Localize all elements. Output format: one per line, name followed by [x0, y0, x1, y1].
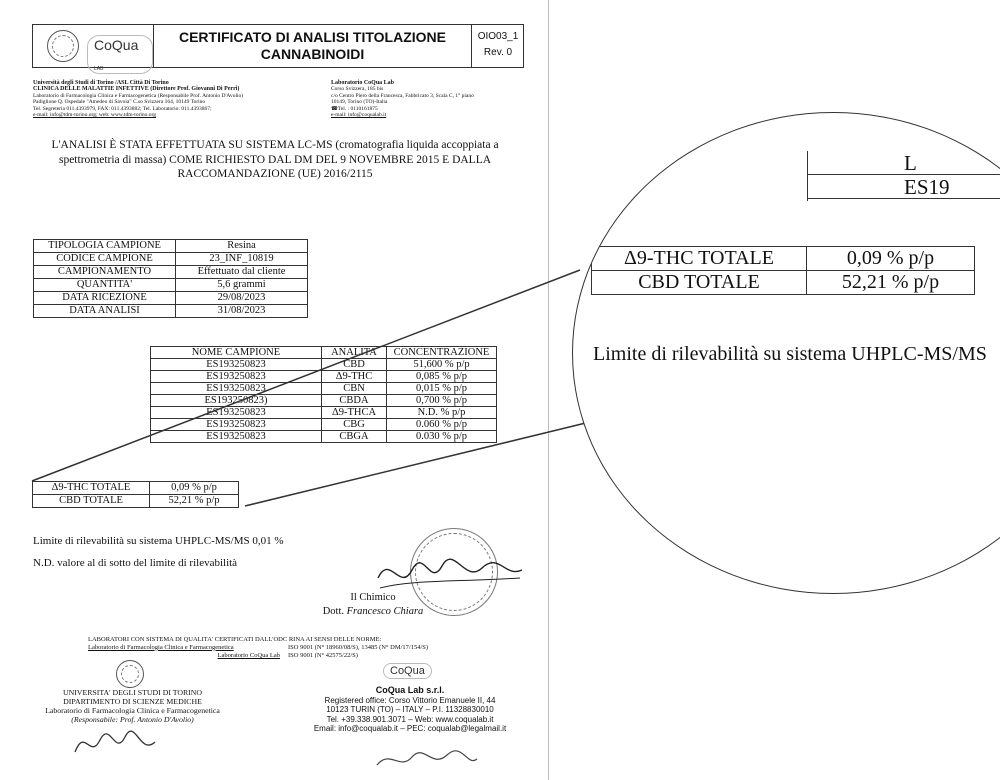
- uni-line1: UNIVERSITA' DEGLI STUDI DI TORINO: [62, 688, 203, 697]
- revision: Rev. 0: [483, 47, 513, 58]
- coqua-logo-sub: LAB: [94, 65, 104, 72]
- nd-note: N.D. valore al di sotto del limite di rilevabilità: [33, 557, 238, 569]
- cert-lab1: Laboratorio di Farmacologia Clinica e Farmacogenetica: [88, 643, 234, 651]
- cbd-total-label: CBD TOTALE: [33, 495, 150, 508]
- cert-lab2: Laboratorio CoQua Lab: [217, 651, 280, 659]
- concentration-cell: 0,015 % p/p: [387, 383, 497, 395]
- sample-info-key: CODICE CAMPIONE: [34, 253, 176, 266]
- zoom-magnifier: [572, 112, 1000, 594]
- concentration-cell: 0,085 % p/p: [387, 371, 497, 383]
- cert-iso1: ISO 9001 (N° 18960/08/S), 13485 (N° DM/17/154/S): [288, 643, 429, 651]
- address-left-line2: CLINICA DELLE MALATTIE INFETTIVE (Direttore Prof. Giovanni Di Perri): [33, 86, 240, 93]
- address-right-line6: e-mail: info@coqualab.it: [331, 112, 387, 119]
- chemist-role: Il Chimico: [350, 592, 396, 603]
- uni-line3: Laboratorio di Farmacologia Clinica e Farmacogenetica: [45, 706, 220, 715]
- sample-name-cell: ES193250823: [151, 359, 322, 371]
- address-right-line5: ☎Tel. : 0110161875: [331, 105, 378, 112]
- address-left-line6: e-mail: info@tdm-torino.org; web: www.tdm-torino.org: [33, 112, 157, 119]
- table-row: [592, 247, 975, 271]
- analyte-cell: CBN: [322, 383, 387, 395]
- zoom-partial-code: ES19: [808, 175, 1000, 199]
- zoom-cbd-label: CBD TOTALE: [592, 271, 807, 295]
- address-left-line5: Tel. Segreteria 011.4393979, FAX: 011.4393882; Tel. Laboratorio: 011.4393867;: [33, 105, 212, 112]
- sample-info-value: 29/08/2023: [176, 292, 308, 305]
- sample-name-cell: ES193250823: [151, 371, 322, 383]
- sample-info-key: QUANTITA': [34, 279, 176, 292]
- address-right-line3: c/o Centro Piero della Francesca, Fabbricato 3, Scala C, 1° piano: [331, 92, 474, 99]
- address-left-line3: Laboratorio di Farmacologia Clinica e Farmacogenetica (Responsabile Prof. Antonio D'Avolio): [33, 92, 244, 99]
- intro-line2: spettrometria di massa) COME RICHIESTO DAL DM DEL 9 NOVEMBRE 2015 E DALLA: [58, 153, 492, 166]
- concentration-cell: 0,700 % p/p: [387, 395, 497, 407]
- address-right-line4: 10149, Torino (TO)-Italia: [331, 99, 388, 106]
- sample-info-value: Effettuato dal cliente: [176, 266, 308, 279]
- intro-line3: RACCOMANDAZIONE (UE) 2016/2115: [177, 168, 373, 180]
- sample-info-value: 31/08/2023: [176, 305, 308, 318]
- concentration-cell: 0.030 % p/p: [387, 431, 497, 443]
- title-line2: CANNABINOIDI: [260, 46, 365, 62]
- coqua-line1: Registered office: Corso Vittorio Emanuele II, 44: [324, 695, 496, 705]
- zoom-totals-table: [591, 246, 975, 295]
- analyte-cell: CBDA: [322, 395, 387, 407]
- analyte-cell: Δ9-THCA: [322, 407, 387, 419]
- concentration-cell: 0.060 % p/p: [387, 419, 497, 431]
- column-header: ANALITA: [322, 347, 387, 359]
- zoom-thc-label: Δ9-THC TOTALE: [592, 247, 807, 271]
- coqua-line4: Email: info@coqualab.it – PEC: coqualab@legalmail.it: [313, 724, 507, 733]
- cert-iso2: ISO 9001 (N° 42575/22/S): [288, 651, 358, 659]
- detection-limit-note: Limite di rilevabilità su sistema UHPLC-MS/MS 0,01 %: [33, 535, 284, 547]
- uni-line2: DIPARTIMENTO DI SCIENZE MEDICHE: [63, 697, 202, 706]
- analyte-cell: CBG: [322, 419, 387, 431]
- cbd-total-value: 52,21 % p/p: [150, 495, 239, 508]
- address-right-line1: Laboratorio CoQua Lab: [331, 80, 395, 86]
- zoom-thc-value: 0,09 % p/p: [807, 247, 975, 271]
- analyte-cell: CBD: [322, 359, 387, 371]
- address-left-line1: Università degli Studi di Torino /ASL Città Di Torino: [33, 80, 169, 86]
- doc-code: OIO03_1: [477, 31, 519, 42]
- analyte-cell: Δ9-THC: [322, 371, 387, 383]
- table-row: [592, 271, 975, 295]
- coqua-logo-text: CoQua: [94, 37, 139, 53]
- concentration-cell: 51,600 % p/p: [387, 359, 497, 371]
- sample-name-cell: ES193250823: [151, 419, 322, 431]
- sample-info-key: CAMPIONAMENTO: [34, 266, 176, 279]
- sample-info-key: DATA ANALISI: [34, 305, 176, 318]
- sample-name-cell: ES193250823: [151, 383, 322, 395]
- address-left-line4: Padiglione Q. Ospedale "Amedeo di Savoia" C.so Svizzera 164, 10149 Torino: [33, 99, 206, 106]
- zoom-cbd-value: 52,21 % p/p: [807, 271, 975, 295]
- coqua-company-name: CoQua Lab s.r.l.: [375, 685, 445, 695]
- zoom-content: [572, 112, 1000, 594]
- column-header: CONCENTRAZIONE: [387, 347, 497, 359]
- sample-info-value: Resina: [176, 240, 308, 253]
- sample-info-key: DATA RICEZIONE: [34, 292, 176, 305]
- sample-info-key: TIPOLOGIA CAMPIONE: [34, 240, 176, 253]
- zoom-partial-table: [807, 151, 1000, 201]
- sample-info-value: 23_INF_10819: [176, 253, 308, 266]
- thc-total-label: Δ9-THC TOTALE: [33, 482, 150, 495]
- coqua-line2: 10123 TURIN (TO) – ITALY – P.I. 11328830010: [326, 705, 494, 714]
- analyte-cell: CBGA: [322, 431, 387, 443]
- zoom-partial-top: L: [808, 151, 1000, 175]
- coqua-line3: Tel. +39.338.901.3071 – Web: www.coqualab.it: [326, 714, 494, 724]
- concentration-cell: N.D. % p/p: [387, 407, 497, 419]
- cert-line: LABORATORI CON SISTEMA DI QUALITA' CERTIFICATI DALL'ODC RINA AI SENSI DELLE NORME:: [88, 636, 382, 643]
- sample-name-cell: ES193250823: [151, 431, 322, 443]
- chemist-name-prefix: Dott.: [322, 606, 344, 617]
- title-line1: CERTIFICATO DI ANALISI TITOLAZIONE: [178, 29, 447, 45]
- coqua-footer-logo-text: CoQua: [390, 665, 425, 677]
- sample-info-value: 5,6 grammi: [176, 279, 308, 292]
- address-right-line2: Corso Svizzera, 185 bis: [331, 86, 384, 93]
- sample-name-cell: ES193250823: [151, 407, 322, 419]
- uni-line4: (Responsabile: Prof. Antonio D'Avolio): [71, 715, 194, 724]
- column-header: NOME CAMPIONE: [151, 347, 322, 359]
- intro-line1: L'ANALISI È STATA EFFETTUATA SU SISTEMA LC-MS (cromatografia liquida accoppiata a: [51, 139, 499, 151]
- sample-name-cell: ES193250823): [151, 395, 322, 407]
- chemist-name: Francesco Chiara: [346, 606, 424, 617]
- zoom-limit-text: Limite di rilevabilità su sistema UHPLC-MS/MS: [593, 343, 987, 365]
- thc-total-value: 0,09 % p/p: [150, 482, 239, 495]
